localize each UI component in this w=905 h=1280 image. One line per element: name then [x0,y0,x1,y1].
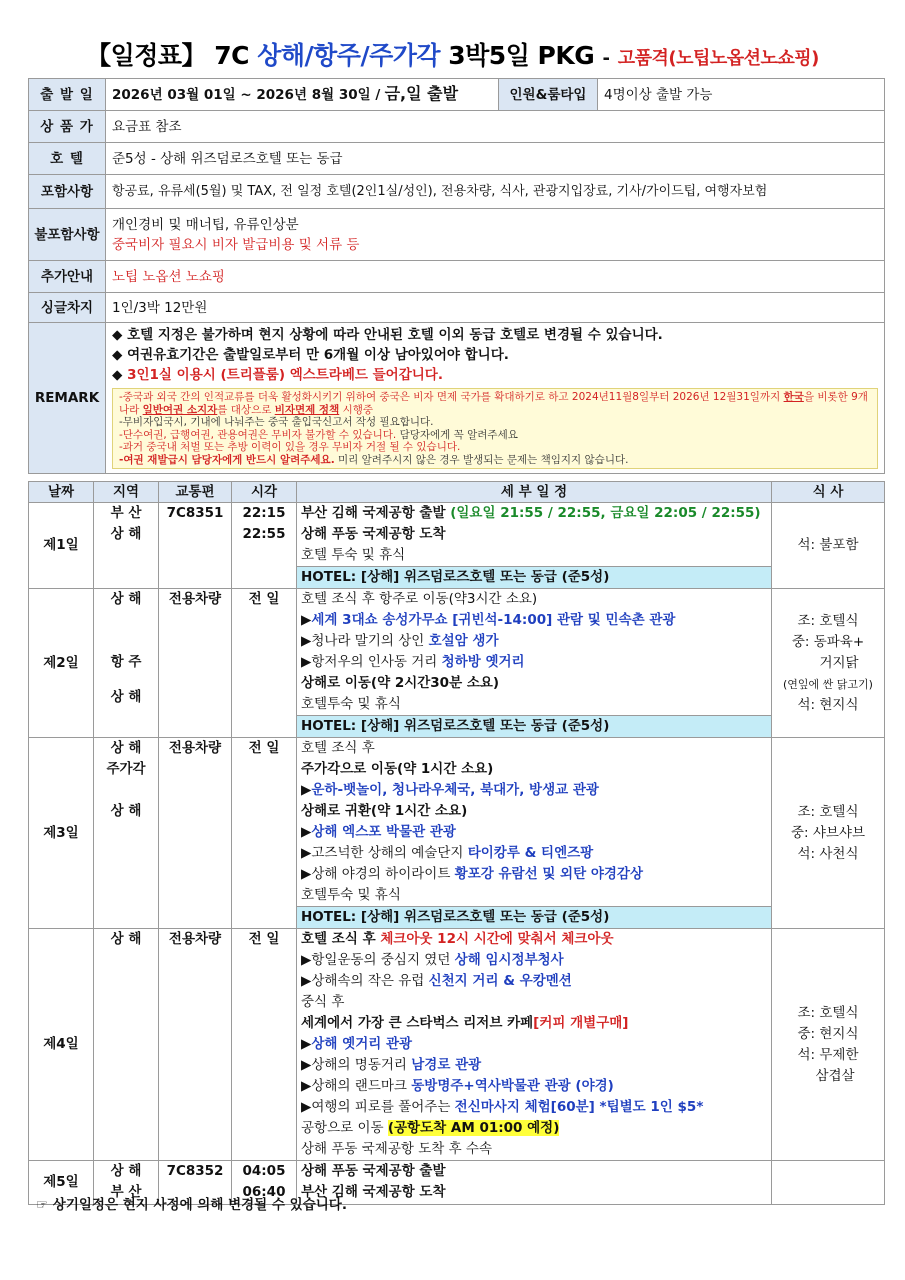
exclude-value [106,209,885,261]
day-1-time: 22:15 22:55 [232,503,297,589]
departure-days: 금,일 출발 [384,84,459,103]
remark-value [106,323,885,474]
header-detail: 세 부 일 정 [297,482,772,503]
day-5-meal [772,1161,885,1205]
day-row-3 [29,738,885,929]
pax-label: 인원&룸타입 [499,79,598,111]
pax-value: 4명이상 출발 가능 [598,79,885,111]
day-3-meal: 조: 호텔식 중: 샤브샤브 석: 사천식 [772,738,885,929]
single-value: 1인/3박 12만원 [106,293,885,323]
price-label: 상 품 가 [29,111,106,143]
day-row-1 [29,503,885,589]
day-3-region: 상 해 주가각 상 해 [94,738,159,929]
day-2-time: 전 일 [232,589,297,738]
schedule-table [28,481,885,1205]
header-region: 지역 [94,482,159,503]
day-3-time: 전 일 [232,738,297,929]
day-3-transport: 전용차량 [159,738,232,929]
title-dash: - [602,48,610,69]
day-5-label: 제5일 [29,1161,94,1205]
departure-value [106,79,499,111]
day-5-detail: 상해 푸동 국제공항 출발 부산 김해 국제공항 도착 [297,1161,772,1205]
day-2-transport: 전용차량 [159,589,232,738]
day-4-label: 제4일 [29,929,94,1161]
day-3-detail: 호텔 조식 후 주가각으로 이동(약 1시간 소요) ▶운하-뱃놀이, 청나라우체국, 북대가, 방생교 관광 상해로 귀환(약 1시간 소요) ▶상해 엑스포 박물관 관광 ▶고즈넉한 상해의 예술단지 타이캉루 & 티엔즈팡 ▶상해 야경의 하이라이트 황포강 유람선 및 외탄 야경감상 호텔투숙 및 휴식 HOTEL: [상해] 위즈덤로즈호텔 또는 동급 (준5성) [297,738,772,929]
day-1-meal: 석: 불포함 [772,503,885,589]
header-date: 날짜 [29,482,94,503]
visa-note-1: -중국과 외국 간의 인적교류를 더욱 활성화시키기 위하여 중국은 비자 면제 국가를 확대하기로 하고 2024년11월8일부터 2026년 12월31일까지 한국을 비롯한 9개 나라 일반여권 소지자를 대상으로 비자면제 정책 시행중 [119,391,868,416]
title-grade: 고품격(노팁노옵션노쇼핑) [617,48,819,69]
remark-2: ◆ 여권유효기간은 출발일로부터 만 6개월 이상 남아있어야 합니다. [112,347,509,363]
remark-1: ◆ 호텔 지정은 불가하며 현지 상황에 따라 안내된 호텔 이외 동급 호텔로 변경될 수 있습니다. [112,327,663,343]
day-4-region: 상 해 [94,929,159,1161]
day-4-time: 전 일 [232,929,297,1161]
visa-note-4: -과거 중국내 처벌 또는 추방 이력이 있을 경우 무비자 거절 될 수 있습니다. [119,441,461,453]
extra-label: 추가안내 [29,261,106,293]
remark-3-text: 3인1실 이용시 (트리플룸) 엑스트라베드 들어갑니다. [127,367,443,383]
remark-3 [112,365,878,385]
day-5-region: 상 해 부 산 [94,1161,159,1205]
day-2-meal: 조: 호텔식 중: 동파육+ 거지닭 (연잎에 싼 닭고기) 석: 현지식 [772,589,885,738]
day-2-detail: 호텔 조식 후 항주로 이동(약3시간 소요) ▶세계 3대쇼 송성가무쇼 [귀빈석-14:00] 관람 및 민속촌 관광 ▶청나라 말기의 상인 호설암 생가 ▶항저우의 인사동 거리 청하방 옛거리 상해로 이동(약 2시간30분 소요) 호텔투숙 및 휴식 HOTEL: [상해] 위즈덤로즈호텔 또는 동급 (준5성) [297,589,772,738]
header-meal: 식 사 [772,482,885,503]
title-bracket: 【일정표】 [86,41,207,70]
day-2-label: 제2일 [29,589,94,738]
title-airline: 7C [214,41,249,70]
departure-dates: 2026년 03월 01일 ~ 2026년 8월 30일 / [112,87,381,103]
header-time: 시각 [232,482,297,503]
day-4-meal: 조: 호텔식 중: 현지식 석: 무제한 삼겹살 [772,929,885,1161]
page-title [0,36,905,72]
exclude-line-2: 중국비자 필요시 비자 발급비용 및 서류 등 [112,236,360,253]
visa-note-3: -단수여권, 급행여권, 관용여권은 무비자 불가할 수 있습니다. 담당자에게 꼭 알려주세요 [119,428,518,441]
title-duration: 3박5일 PKG [448,41,595,70]
day-row-2 [29,589,885,738]
exclude-line-1: 개인경비 및 매너팁, 유류인상분 [112,216,299,233]
remark-3-bullet: ◆ [112,367,123,383]
hotel-value: 준5성 - 상해 위즈덤로즈호텔 또는 동급 [106,143,885,175]
visa-note-5: -여권 재발급시 담당자에게 반드시 알려주세요. 미리 알려주시지 않은 경우 발생되는 문제는 책임지지 않습니다. [119,453,629,466]
remark-label: REMARK [29,323,106,474]
header-transport: 교통편 [159,482,232,503]
day-1-region: 부 산 상 해 [94,503,159,589]
departure-label: 출 발 일 [29,79,106,111]
day-3-label: 제3일 [29,738,94,929]
include-label: 포함사항 [29,175,106,209]
hotel-label: 호 텔 [29,143,106,175]
price-value: 요금표 참조 [106,111,885,143]
day-2-region: 상 해 항 주 상 해 [94,589,159,738]
day-2-hotel: HOTEL: [상해] 위즈덤로즈호텔 또는 동급 (준5성) [297,715,771,737]
footer-note: ☞ 상기일정은 현지 사정에 의해 변경될 수 있습니다. [36,1197,347,1213]
title-route: 상해/항주/주가각 [257,41,441,70]
day-1-transport: 7C8351 [159,503,232,589]
include-value: 항공료, 유류세(5월) 및 TAX, 전 일정 호텔(2인1실/성인), 전용차량, 식사, 관광지입장료, 기사/가이드팁, 여행자보험 [106,175,885,209]
visa-note-box [112,388,878,469]
day-1-hotel: HOTEL: [상해] 위즈덤로즈호텔 또는 동급 (준5성) [297,566,771,588]
extra-value: 노팁 노옵션 노쇼핑 [106,261,885,293]
day-row-4 [29,929,885,1161]
visa-note-2: -무비자입국시, 기내에 나눠주는 중국 출입국신고서 작성 필요합니다. [119,416,434,428]
day-4-transport: 전용차량 [159,929,232,1161]
day-1-label: 제1일 [29,503,94,589]
info-table [28,78,885,474]
single-label: 싱글차지 [29,293,106,323]
day-1-detail: 부산 김해 국제공항 출발 (일요일 21:55 / 22:55, 금요일 22:05 / 22:55) 상해 푸동 국제공항 도착 호텔 투숙 및 휴식 HOTEL: [상해] 위즈덤로즈호텔 또는 동급 (준5성) [297,503,772,589]
exclude-label: 불포함사항 [29,209,106,261]
day-5-time: 04:05 06:40 [232,1161,297,1205]
day-3-hotel: HOTEL: [상해] 위즈덤로즈호텔 또는 동급 (준5성) [297,906,771,928]
day-5-transport: 7C8352 [159,1161,232,1205]
day-4-detail: 호텔 조식 후 체크아웃 12시 시간에 맞춰서 체크아웃 ▶항일운동의 중심지 였던 상해 임시정부청사 ▶상해속의 작은 유럽 신천지 거리 & 우캉멘션 중식 후 세계에서 가장 큰 스타벅스 리저브 카페[커피 개별구매] ▶상해 옛거리 관광 ▶상해의 명동거리 남경로 관광 ▶상해의 랜드마크 동방명주+역사박물관 관광 (야경) ▶여행의 피로를 풀어주는 전신마사지 체험[60분] *팁별도 1인 $5* 공항으로 이동 (공항도착 AM 01:00 예정) 상해 푸동 국제공항 도착 후 수속 [297,929,772,1161]
